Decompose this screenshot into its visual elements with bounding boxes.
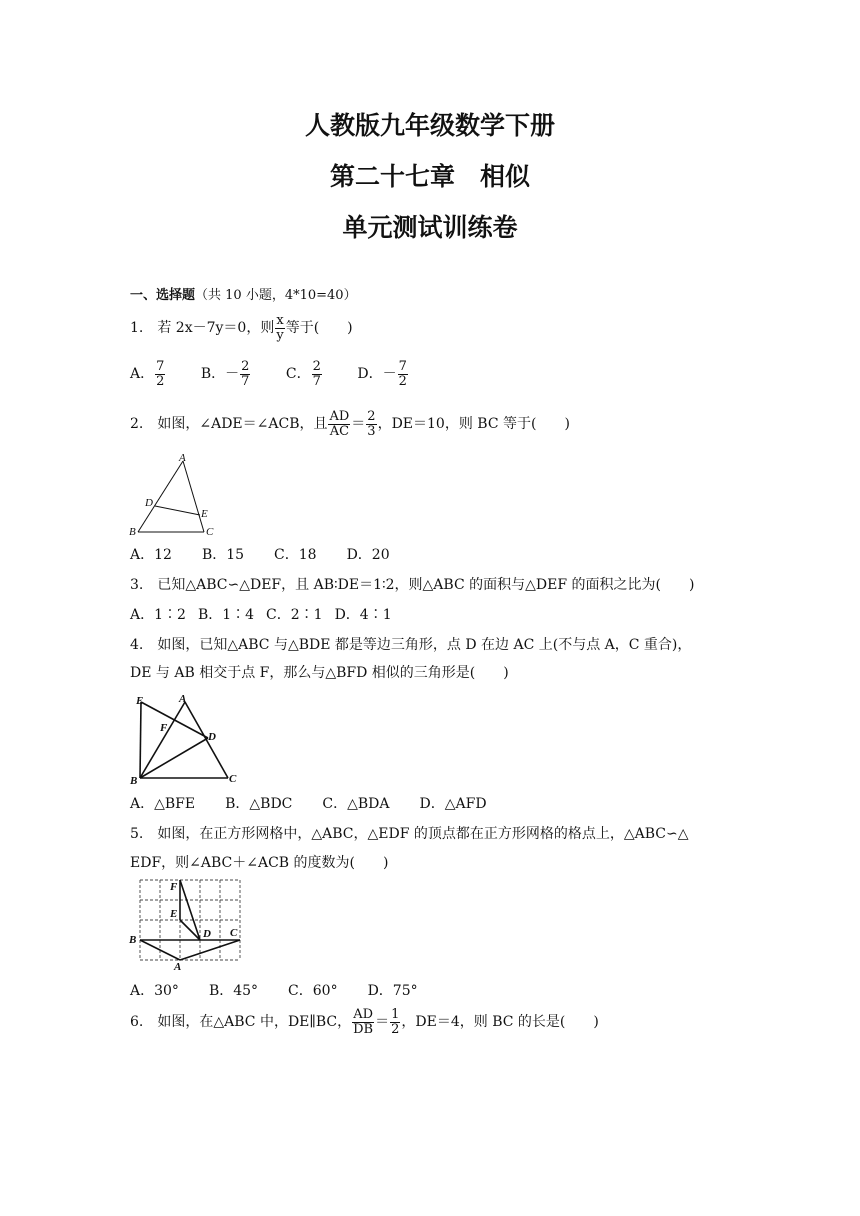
q2-option-b: B．15 [201,547,245,563]
q4-label-d: D [208,731,216,743]
q5-figure [128,876,246,972]
q2-figure [128,450,223,538]
section-header [130,284,357,303]
q5-label-b: B [129,934,137,946]
q5-label-d: D [203,928,211,940]
q3-option-b: B．1∶4 [197,607,255,623]
q2-fraction-2-3: $\frac{2}{3}$ [367,409,376,439]
q6-fraction-ad-db: $\frac{AD}{DB}$ [353,1007,374,1037]
q5-option-a: A．30° [130,983,179,999]
q4-option-b: B．△BDC [225,796,293,812]
q2-stem: 2. 如图，∠ADE＝∠ACB，且 [130,416,328,433]
q5-option-b: B．45° [208,983,259,999]
q3-option-c: C．2∶1 [266,607,323,623]
q4-label-f: F [160,722,168,734]
q4-label-c: C [229,773,237,785]
q6-fraction-1-2: $\frac{1}{2}$ [391,1007,400,1037]
q3-option-a: A．1∶2 [130,607,186,623]
q1-stem: 1. 若 2x－7y＝0，则 [130,320,275,337]
q2-options [130,544,420,564]
q2-option-a: A．12 [130,547,172,563]
q6-stem-end: ，DE＝4，则 BC 的长是( ) [401,1014,599,1031]
q1-option-d: D．－ $\frac{7}{2}$ [357,359,407,389]
question-4-line2: DE 与 AB 相交于点 F，那么与△BFD 相似的三角形是( ) [130,665,509,681]
q2-label-b: B [129,526,136,538]
question-6 [130,1008,599,1036]
q4-figure [128,690,248,786]
q2-option-d: D．20 [346,547,390,563]
q6-equals: ＝ [375,1014,390,1031]
q5-label-a: A [174,961,182,972]
q1-stem-end: 等于( ) [285,320,353,337]
q5-option-d: D．75° [367,983,418,999]
q4-option-a: A．△BFE [130,796,196,812]
q2-fraction-ad-ac: $\frac{AD}{AC}$ [329,409,350,439]
question-5-line2: EDF，则∠ABC＋∠ACB 的度数为( ) [130,855,389,871]
section-label: 一、选择题 [130,288,196,303]
q4-label-e: E [136,695,144,707]
q3-options [130,604,422,624]
q5-label-f: F [170,881,178,893]
q1-option-c: C． $\frac{2}{7}$ [285,359,321,389]
q6-stem: 6. 如图，在△ABC 中，DE∥BC， [130,1014,352,1031]
q2-label-d: D [145,497,153,509]
q3-option-d: D．4∶1 [334,607,392,623]
question-4-line1: 4. 如图，已知△ABC 与△BDE 都是等边三角形，点 D 在边 AC 上(不与点 A，C 重合)， [130,637,692,653]
section-note: （共 10 小题，4*10=40） [195,288,357,303]
q4-label-b: B [130,775,138,786]
q2-label-c: C [206,526,214,538]
q4-options [130,793,517,813]
document-title: 人教版九年级数学下册 [304,111,555,140]
q2-label-a: A [179,452,186,464]
q1-fraction: $\frac{x}{y}$ [276,313,284,343]
chapter-title: 第二十七章 相似 [329,162,530,191]
q2-stem-end: ，DE＝10，则 BC 等于( ) [377,416,570,433]
q2-label-e: E [201,508,208,520]
q5-options [130,980,448,1000]
question-1 [130,314,353,342]
q5-option-c: C．60° [288,983,338,999]
q5-label-e: E [170,908,178,920]
q2-option-c: C．18 [274,547,317,563]
question-5-line1: 5. 如图，在正方形网格中，△ABC，△EDF 的顶点都在正方形网格的格点上，△ABC∽△ [130,826,689,842]
q1-option-b: B．－ $\frac{2}{7}$ [200,359,250,389]
q1-option-a: A． $\frac{7}{2}$ [130,359,165,389]
q4-label-a: A [179,693,187,705]
test-title: 单元测试训练卷 [342,213,518,242]
q4-option-d: D．△AFD [419,796,487,812]
question-3: 3. 已知△ABC∽△DEF，且 AB∶DE＝1∶2，则△ABC 的面积与△DEF 的面积之比为( ) [130,577,695,593]
q1-options [130,360,439,388]
q2-equals: ＝ [351,416,366,433]
question-2 [130,410,570,438]
q5-label-c: C [230,927,238,939]
q4-option-c: C．△BDA [322,796,390,812]
